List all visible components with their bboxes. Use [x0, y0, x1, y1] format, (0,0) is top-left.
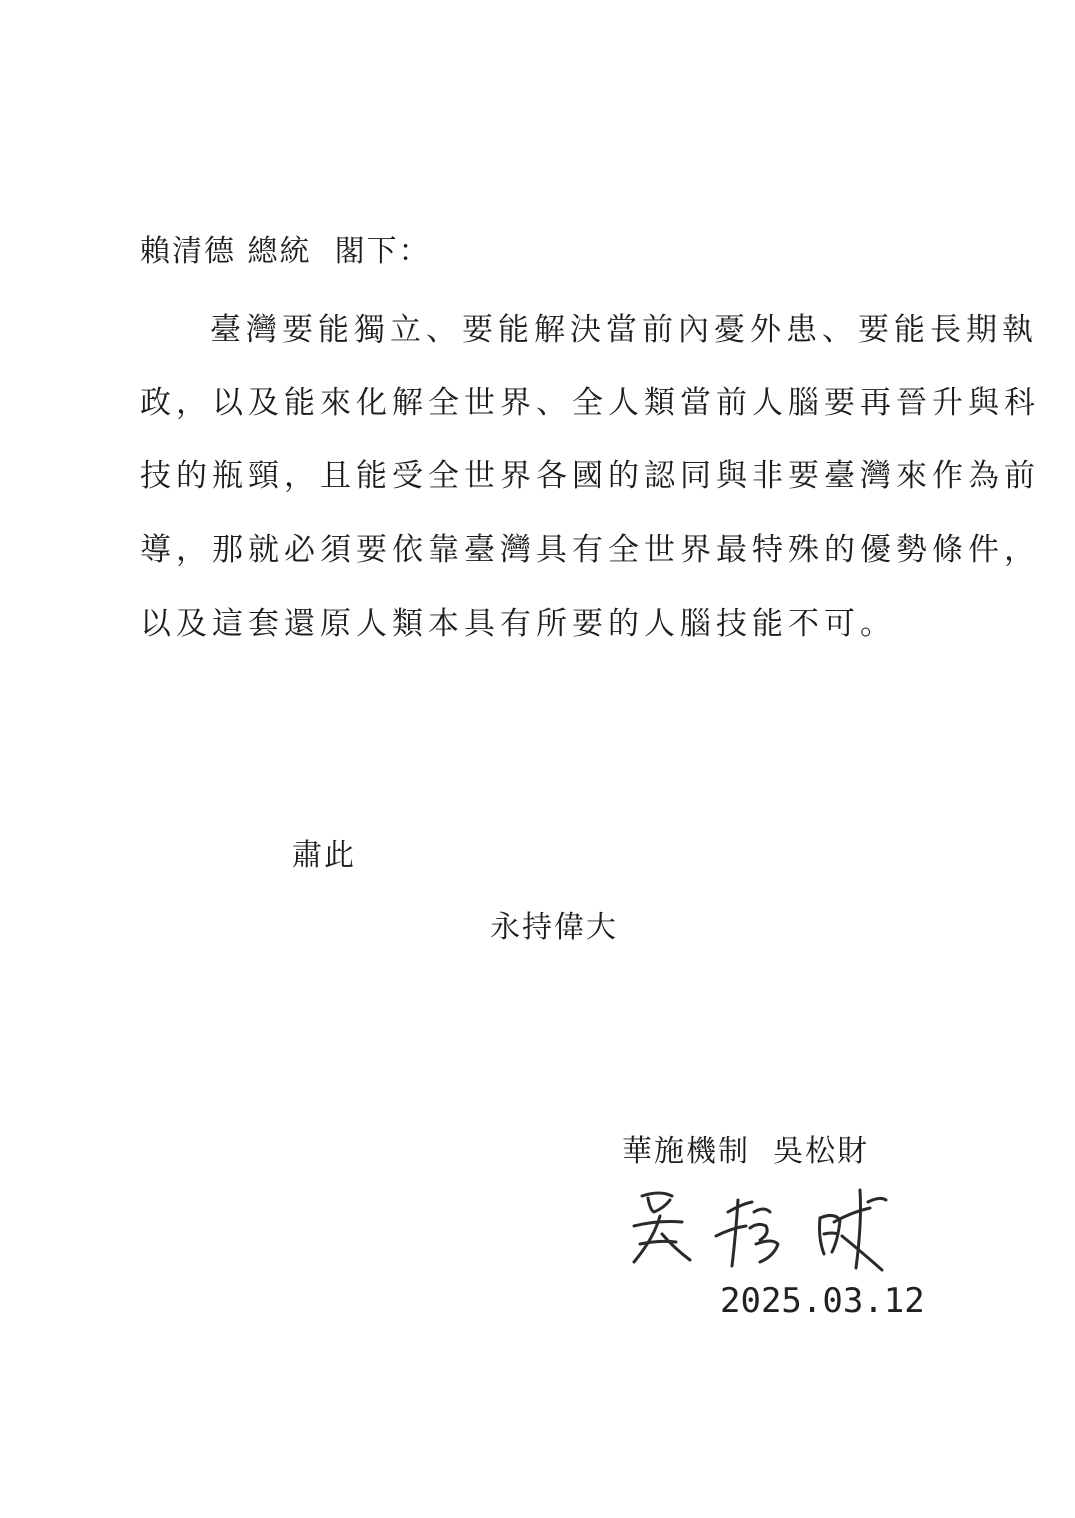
body-line-1: 臺灣要能獨立、要能解決當前內憂外患、要能長期執	[210, 312, 1038, 348]
letter-date: 2025.03.12	[720, 1281, 925, 1321]
body-line-5: 以及這套還原人類本具有所要的人腦技能不可。	[140, 606, 896, 642]
body-line-3: 技的瓶頸，且能受全世界各國的認同與非要臺灣來作為前	[140, 458, 1040, 494]
closing-blessing: 永持偉大	[490, 910, 618, 945]
salutation: 賴清德 總統 閣下：	[140, 234, 431, 269]
handwritten-signature	[620, 1182, 900, 1274]
closing-phrase: 肅此	[292, 838, 356, 873]
body-line-2: 政，以及能來化解全世界、全人類當前人腦要再晉升與科	[140, 385, 1040, 421]
body-line-4: 導，那就必須要依靠臺灣具有全世界最特殊的優勢條件，	[140, 532, 1040, 568]
sender-name: 華施機制 吳松財	[622, 1134, 870, 1169]
